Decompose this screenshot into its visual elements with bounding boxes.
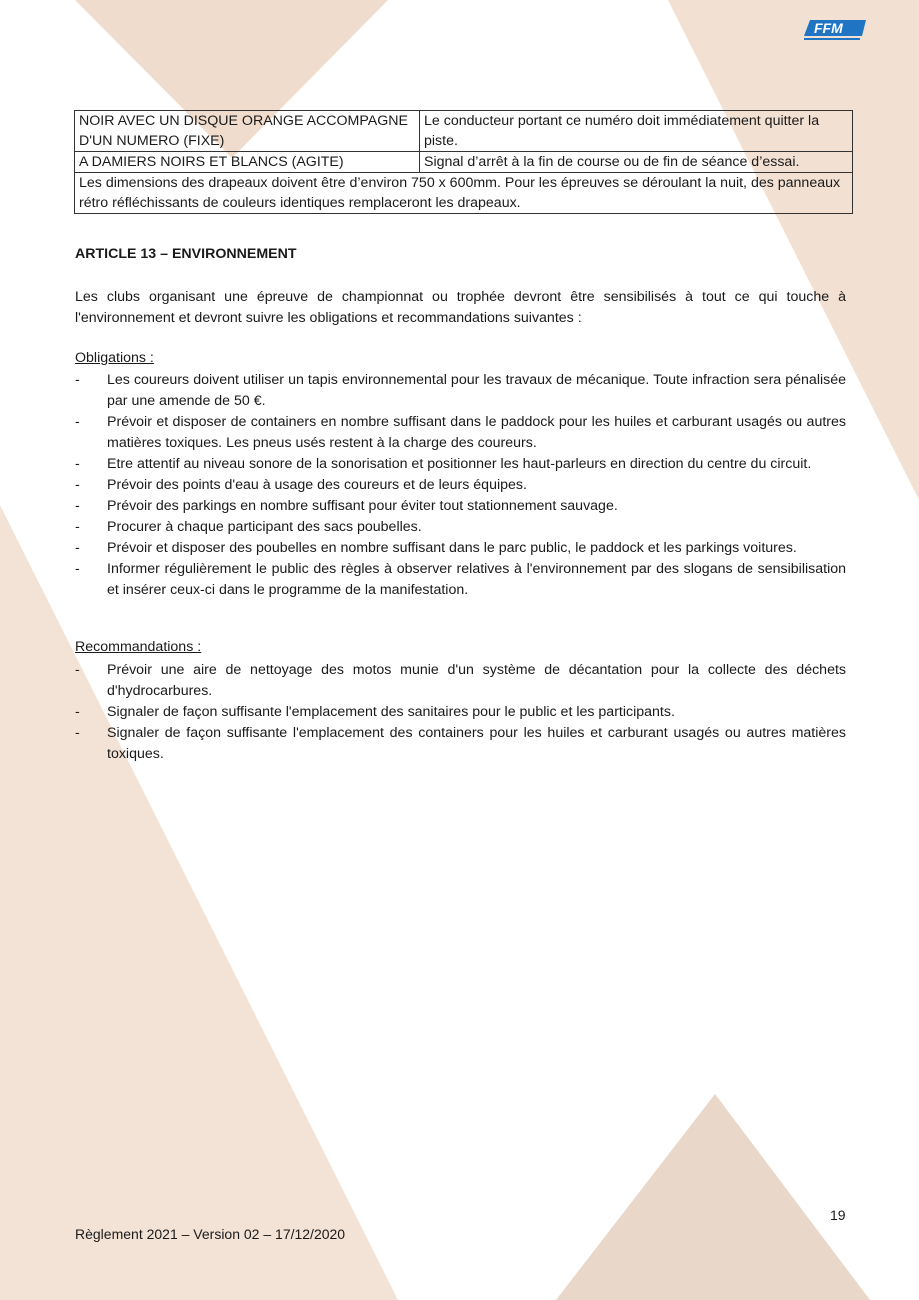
list-item-text: Prévoir et disposer des poubelles en nombre suffisant dans le parc public, le paddock et les parkings voitures. [107, 540, 797, 556]
list-marker: - [75, 414, 80, 430]
meaning-cell: Le conducteur portant ce numéro doit immédiatement quitter la piste. [420, 111, 853, 152]
list-item [75, 723, 846, 765]
list-item [75, 454, 846, 475]
list-item-text: Prévoir des parkings en nombre suffisant pour éviter tout stationnement sauvage. [107, 498, 618, 514]
list-item-text: Signaler de façon suffisante l'emplacement des sanitaires pour le public et les participants. [107, 704, 675, 720]
flag-cell: A DAMIERS NOIRS ET BLANCS (AGITE) [75, 152, 420, 173]
list-marker: - [75, 540, 80, 556]
obligations-list [75, 370, 846, 601]
article-intro: Les clubs organisant une épreuve de championnat ou trophée devront être sensibilisés à tout ce qui touche à l'environnement et devront suivre les obligations et recommandations suivantes : [75, 289, 846, 326]
list-item-text: Procurer à chaque participant des sacs poubelles. [107, 519, 422, 535]
table-row [75, 111, 853, 152]
list-item-text: Signaler de façon suffisante l'emplacement des containers pour les huiles et carburant usagés ou autres matières toxiques. [107, 725, 846, 762]
list-item-text: Prévoir une aire de nettoyage des motos munie d'un système de décantation pour la collecte des déchets d'hydrocarbures. [107, 662, 846, 699]
table-note: Les dimensions des drapeaux doivent être d’environ 750 x 600mm. Pour les épreuves se déroulant la nuit, des panneaux rétro réfléchissants de couleurs identiques remplaceront les drapeaux. [75, 173, 853, 214]
list-item [75, 412, 846, 454]
list-marker: - [75, 498, 80, 514]
list-item [75, 475, 846, 496]
list-item [75, 702, 846, 723]
ffm-logo [800, 16, 868, 42]
list-item-text: Informer régulièrement le public des règles à observer relatives à l'environnement par des slogans de sensibilisation et insérer ceux-ci dans le programme de la manifestation. [107, 561, 846, 598]
list-item [75, 517, 846, 538]
list-item [75, 538, 846, 559]
article-heading: ARTICLE 13 – ENVIRONNEMENT [75, 246, 297, 262]
list-item [75, 496, 846, 517]
logo-text: FFM [814, 20, 843, 36]
table-row [75, 152, 853, 173]
list-item [75, 370, 846, 412]
meaning-cell: Signal d’arrêt à la fin de course ou de fin de séance d’essai. [420, 152, 853, 173]
list-item [75, 559, 846, 601]
ffm-logo-icon [800, 16, 868, 42]
list-marker: - [75, 662, 80, 678]
page-footer: Règlement 2021 – Version 02 – 17/12/2020 [75, 1226, 346, 1242]
list-item-text: Etre attentif au niveau sonore de la sonorisation et positionner les haut-parleurs en direction du centre du circuit. [107, 456, 812, 472]
flag-cell: NOIR AVEC UN DISQUE ORANGE ACCOMPAGNE D'UN NUMERO (FIXE) [75, 111, 420, 152]
list-marker: - [75, 477, 80, 493]
list-item-text: Prévoir et disposer de containers en nombre suffisant dans le paddock pour les huiles et carburant usagés ou autres matières toxiques. Les pneus usés restent à la charge des coureurs. [107, 414, 846, 451]
list-marker: - [75, 561, 80, 577]
obligations-title: Obligations : [75, 350, 154, 366]
list-marker: - [75, 519, 80, 535]
list-marker: - [75, 725, 80, 741]
page-number: 19 [830, 1207, 846, 1223]
list-item [75, 660, 846, 702]
list-item-text: Les coureurs doivent utiliser un tapis environnemental pour les travaux de mécanique. Toute infraction sera pénalisée par une amende de 50 €. [107, 372, 846, 409]
flag-table [74, 110, 853, 214]
list-marker: - [75, 456, 80, 472]
table-row [75, 173, 853, 214]
list-item-text: Prévoir des points d'eau à usage des coureurs et de leurs équipes. [107, 477, 527, 493]
list-marker: - [75, 704, 80, 720]
recommendations-list [75, 660, 846, 765]
list-marker: - [75, 372, 80, 388]
recommendations-title: Recommandations : [75, 639, 202, 655]
